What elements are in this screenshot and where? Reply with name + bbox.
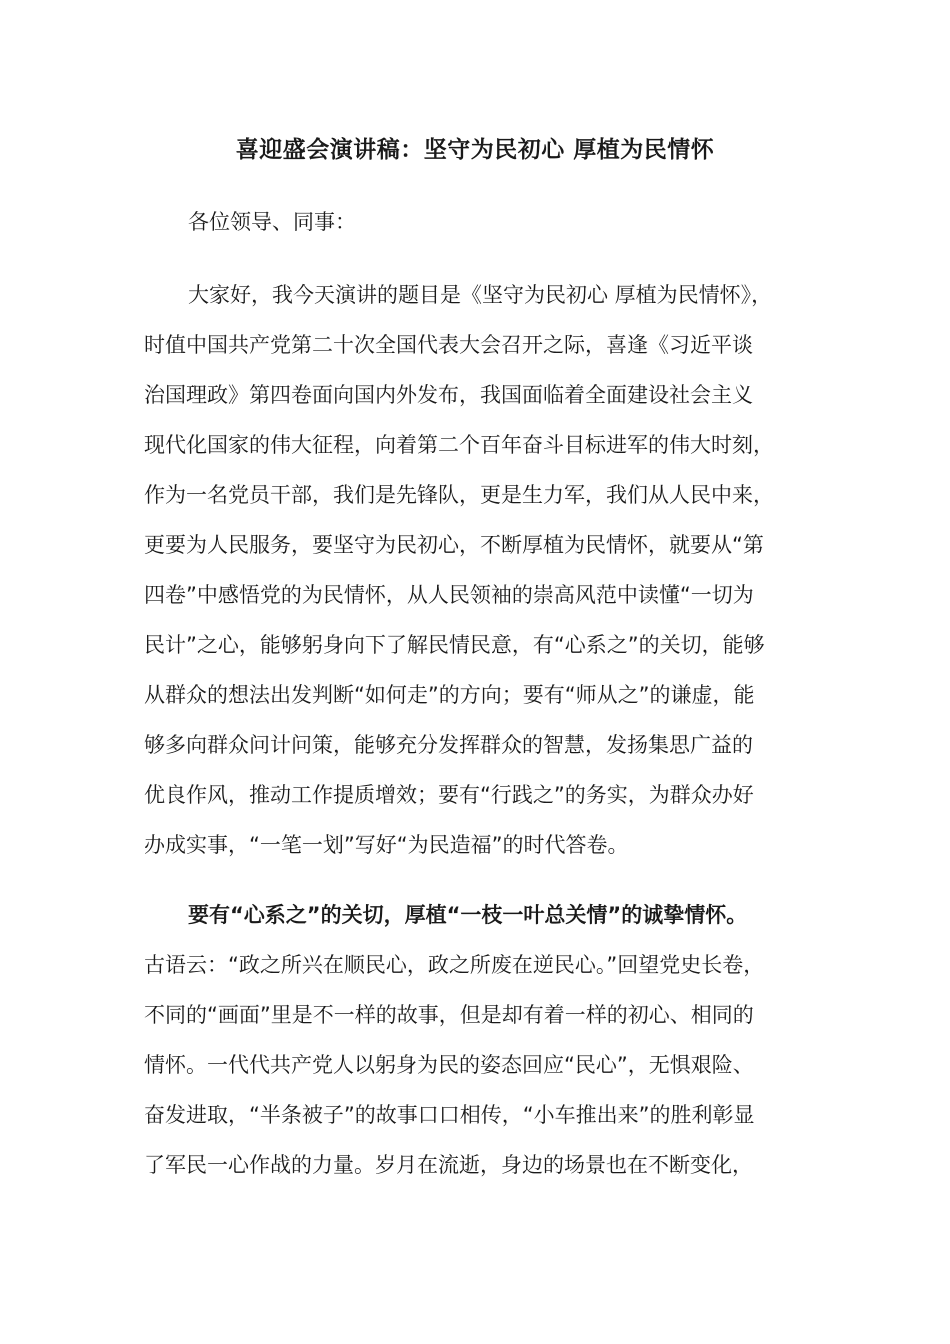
text-line: 情怀。一代代共产党人以躬身为民的姿态回应“民心”，无惧艰险、 [144, 1053, 754, 1077]
text-line: 古语云：“政之所兴在顺民心，政之所废在逆民心。”回望党史长卷， [144, 953, 765, 977]
text-line: 奋发进取，“半条被子”的故事口口相传，“小车推出来”的胜利彰显 [144, 1103, 755, 1127]
section-heading: 要有“心系之”的关切，厚植“一枝一叶总关情”的诚挚情怀。 [188, 903, 748, 927]
text-line: 更要为人民服务，要坚守为民初心，不断厚植为民情怀，就要从“第 [144, 533, 764, 557]
text-line: 不同的“画面”里是不一样的故事，但是却有着一样的初心、相同的 [144, 1003, 754, 1027]
text-line: 时值中国共产党第二十次全国代表大会召开之际，喜逢《习近平谈 [144, 333, 753, 357]
text-line: 从群众的想法出发判断“如何走”的方向；要有“师从之”的谦虚，能 [144, 683, 755, 707]
text-line: 作为一名党员干部，我们是先锋队，更是生力军，我们从人民中来， [144, 483, 774, 507]
text-line: 优良作风，推动工作提质增效；要有“行践之”的务实，为群众办好 [144, 783, 754, 807]
text-line: 治国理政》第四卷面向国内外发布，我国面临着全面建设社会主义 [144, 383, 753, 407]
greeting: 各位领导、同事： [188, 210, 356, 234]
text-line: 四卷”中感悟党的为民情怀，从人民领袖的崇高风范中读懂“一切为 [144, 583, 754, 607]
document-title: 喜迎盛会演讲稿：坚守为民初心 厚植为民情怀 [235, 137, 715, 163]
text-line: 大家好，我今天演讲的题目是《坚守为民初心 厚植为民情怀》， [188, 283, 773, 307]
text-line: 现代化国家的伟大征程，向着第二个百年奋斗目标进军的伟大时刻， [144, 433, 774, 457]
text-line: 了军民一心作战的力量。岁月在流逝，身边的场景也在不断变化， [144, 1153, 753, 1177]
paragraph-intro [144, 270, 814, 870]
text-line: 民计”之心，能够躬身向下了解民情民意，有“心系之”的关切，能够 [144, 633, 765, 657]
paragraph-section-one [144, 890, 814, 1190]
text-line: 办成实事，“一笔一划”写好“为民造福”的时代答卷。 [144, 833, 629, 857]
text-line: 够多向群众问计问策，能够充分发挥群众的智慧，发扬集思广益的 [144, 733, 753, 757]
